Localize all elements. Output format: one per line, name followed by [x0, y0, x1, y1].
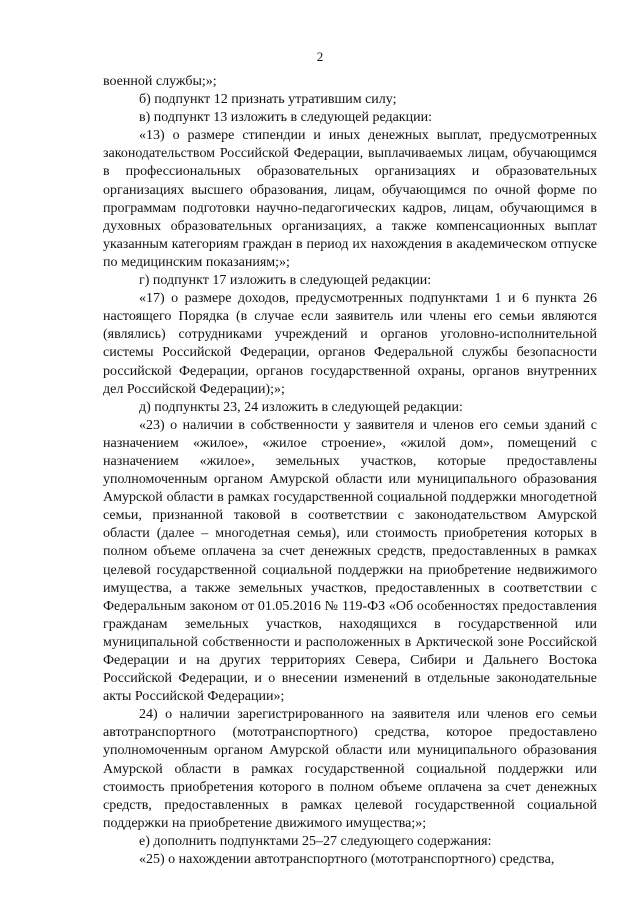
paragraph: военной службы;»;	[103, 74, 217, 89]
document-body	[103, 73, 597, 869]
paragraph: д) подпункты 23, 24 изложить в следующей редакции:	[139, 399, 463, 415]
paragraph: г) подпункт 17 изложить в следующей редакции:	[139, 273, 432, 289]
paragraph: «23) о наличии в собственности у заявителя и членов его семьи зданий с назначением «жилое», «жилое строение», «жилой дом», помещений с назначением «жилое», земельных участков, которые предоставлены уполномоченным органом Амурской области или муниципального образования Амурской области в рамках государственной социальной поддержки многодетной семьи, признанной таковой в соответствии с законодательством Амурской области (далее – многодетная семья), или стоимость приобретения которых в полном объеме оплачена за счет денежных средств, предоставленных в рамках целевой государственной социальной поддержки на приобретение недвижимого имущества, а также земельных участков, предоставленных в соответствии с Федеральным законом от 01.05.2016 № 119-ФЗ «Об особенностях предоставления гражданам земельных участков, находящихся в государственной или муниципальной собственности и расположенных в Арктической зоне Российской Федерации и на других территориях Севера, Сибири и Дальнего Востока Российской Федерации, и о внесении изменений в отдельные законодательные акты Российской Федерации»;	[103, 417, 597, 705]
paragraph: е) дополнить подпунктами 25–27 следующего содержания:	[139, 833, 492, 849]
paragraph: «13) о размере стипендии и иных денежных выплат, предусмотренных законодательством Российской Федерации, выплачиваемых лицам, обучающимся в профессиональных образовательных организациях и образовательных организациях высшего образования, лицам, обучающимся по очной форме по программам подготовки научно-педагогических кадров, лицам, обучающимся в духовных образовательных организациях, а также компенсационных выплат указанным категориям граждан в период их нахождения в академическом отпуске по медицинским показаниям;»;	[103, 128, 597, 270]
paragraph: «25) о нахождении автотранспортного (мототранспортного) средства,	[139, 852, 555, 868]
page-number: 2	[316, 49, 324, 64]
paragraph: 24) о наличии зарегистрированного на заявителя или членов его семьи автотранспортного (мототранспортного) средства, которое предоставлено уполномоченным органом Амурской области или муниципального образования Амурской области в рамках государственной социальной поддержки или стоимость приобретения которого в полном объеме оплачена за счет денежных средств, предоставленных в рамках целевой государственной социальной поддержки на приобретение движимого имущества;»;	[103, 707, 597, 831]
paragraph: в) подпункт 13 изложить в следующей редакции:	[139, 110, 432, 126]
paragraph: б) подпункт 12 признать утратившим силу;	[139, 92, 397, 108]
paragraph: «17) о размере доходов, предусмотренных подпунктами 1 и 6 пункта 26 настоящего Порядка (в случае если заявитель или члены его семьи являются (являлись) сотрудниками учреждений и органов уголовно-исполнительной системы Российской Федерации, органов Федеральной службы безопасности российской Федерации, органов государственной охраны, органов внутренних дел Российской Федерации);»;	[103, 291, 597, 397]
